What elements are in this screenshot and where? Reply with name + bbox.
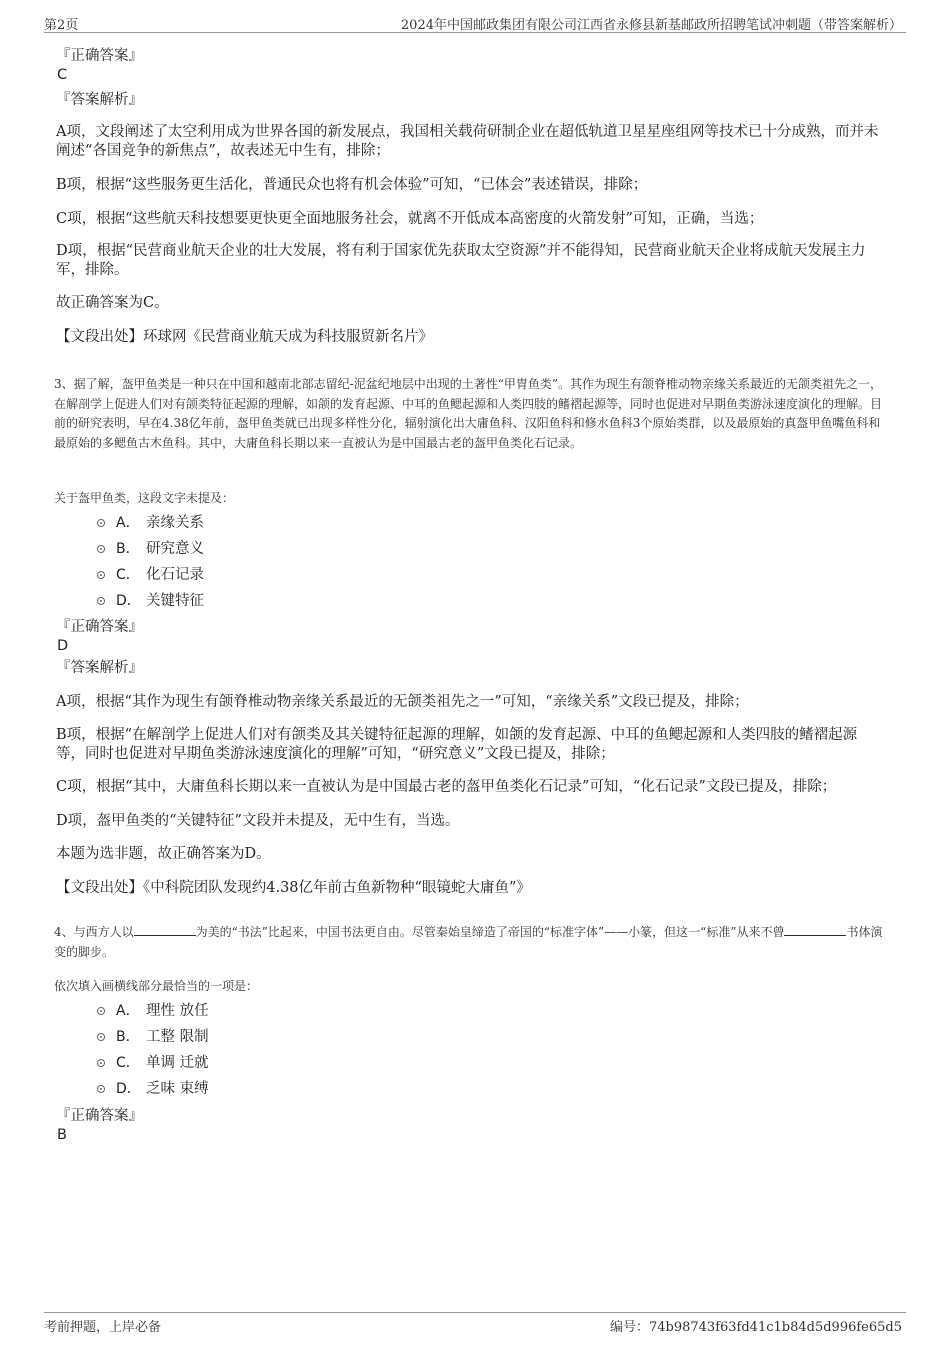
q3-answer-label: 『正确答案』 [56, 619, 143, 635]
radio-icon[interactable] [97, 571, 105, 579]
q2-answer-label: 『正确答案』 [56, 48, 143, 64]
radio-icon[interactable] [97, 1007, 105, 1015]
q4-option-b[interactable]: B． 工整 限制 [56, 1024, 456, 1050]
q3-options [56, 510, 456, 614]
q4-question: 依次填入画横线部分最恰当的一项是： [54, 979, 259, 993]
q4-option-a[interactable]: A． 理性 放任 [56, 998, 456, 1024]
q4-options [56, 998, 456, 1102]
page-header [44, 12, 906, 33]
radio-icon[interactable] [97, 545, 105, 553]
q3-option-d[interactable]: D． 关键特征 [56, 588, 456, 614]
q3-source: 【文段出处】《中科院团队发现约4.38亿年前古鱼新物种“眼镜蛇大庸鱼”》 [56, 880, 531, 896]
fill-blank-1 [134, 923, 196, 936]
q2-analysis-c: C项，根据“这些航天科技想要更快更全面地服务社会，就离不开低成本高密度的火箭发射”可知，正确，当选； [56, 211, 764, 227]
radio-icon[interactable] [97, 1085, 105, 1093]
q3-option-a[interactable]: A． 亲缘关系 [56, 510, 456, 536]
q4-answer: B [57, 1127, 67, 1143]
q3-analysis-label: 『答案解析』 [56, 660, 143, 676]
footer-slogan: 考前押题，上岸必备 [44, 1320, 162, 1335]
document-code: 编号：74b98743f63fd41c1b84d5d996fe65d5 [609, 1320, 902, 1335]
q2-analysis-d: D项，根据“民营商业航天企业的壮大发展，将有利于国家优先获取太空资源”并不能得知，民营商业航天企业将成航天发展主力军，排除。 [56, 243, 866, 278]
q4-option-c[interactable]: C． 单调 迁就 [56, 1050, 456, 1076]
q3-conclusion: 本题为选非题，故正确答案为D。 [56, 846, 271, 862]
q2-conclusion: 故正确答案为C。 [56, 295, 169, 311]
q2-analysis-label: 『答案解析』 [56, 92, 143, 108]
q2-analysis-a: A项，文段阐述了太空利用成为世界各国的新发展点，我国相关载荷研制企业在超低轨道卫星星座组网等技术已十分成熟，而并未阐述“各国竞争的新焦点”，故表述无中生有，排除； [56, 124, 879, 159]
radio-icon[interactable] [97, 1033, 105, 1041]
page-number: 第2页 [44, 18, 79, 33]
radio-icon[interactable] [97, 519, 105, 527]
page-footer [44, 1312, 906, 1333]
q3-analysis-b: B项，根据“在解剖学上促进人们对有颌类及其关键特征起源的理解，如颌的发育起源、中耳的鱼鳃起源和人类四肢的鳍褶起源等，同时也促进对早期鱼类游泳速度演化的理解”可知，“研究意义”文段已提及，排除； [56, 727, 858, 762]
q2-answer: C [57, 67, 68, 83]
q3-option-c[interactable]: C． 化石记录 [56, 562, 456, 588]
document-title: 2024年中国邮政集团有限公司江西省永修县新基邮政所招聘笔试冲刺题（带答案解析） [400, 18, 902, 33]
q3-answer: D [57, 638, 69, 654]
q3-analysis-a: A项，根据“其作为现生有颌脊椎动物亲缘关系最近的无颌类祖先之一”可知，“亲缘关系”文段已提及，排除； [56, 694, 749, 710]
radio-icon[interactable] [97, 597, 105, 605]
q4-stem: 4、与西方人以 为美的“书法”比起来，中国书法更自由。尽管秦始皇缔造了帝国的“标准字体”——小篆，但这一“标准”从来不曾 书体演变的脚步。 [54, 925, 883, 959]
q2-source: 【文段出处】环球网《民营商业航天成为科技服贸新名片》 [56, 329, 433, 345]
q3-question: 关于盔甲鱼类，这段文字未提及： [54, 491, 235, 505]
fill-blank-2 [784, 923, 846, 936]
q4-option-d[interactable]: D． 乏味 束缚 [56, 1076, 456, 1102]
q3-analysis-c: C项，根据“其中，大庸鱼科长期以来一直被认为是中国最古老的盔甲鱼类化石记录”可知，“化石记录”文段已提及，排除； [56, 779, 837, 795]
radio-icon[interactable] [97, 1059, 105, 1067]
q3-option-b[interactable]: B． 研究意义 [56, 536, 456, 562]
q3-stem: 3、据了解，盔甲鱼类是一种只在中国和越南北部志留纪-泥盆纪地层中出现的土著性“甲胄鱼类”。其作为现生有颌脊椎动物亲缘关系最近的无颌类祖先之一，在解剖学上促进人们对有颌类特征起源的理解，如颌的发育起源、中耳的鱼鳃起源和人类四肢的鳍褶起源等，同时也促进对早期鱼类游泳速度演化的理解。目前的研究表明，早在4.38亿年前，盔甲鱼类就已出现多样性分化，辐射演化出大庸鱼科、汉阳鱼科和修水鱼科3个原始类群，以及最原始的真盔甲鱼嘴鱼科和最原始的多鳃鱼古木鱼科。其中，大庸鱼科长期以来一直被认为是中国最古老的盔甲鱼类化石记录。 [54, 377, 883, 450]
q3-analysis-d: D项，盔甲鱼类的“关键特征”文段并未提及，无中生有，当选。 [56, 813, 460, 829]
q4-answer-label: 『正确答案』 [56, 1108, 143, 1124]
q2-analysis-b: B项，根据“这些服务更生活化，普通民众也将有机会体验”可知，“已体会”表述错误，排除； [56, 177, 648, 193]
